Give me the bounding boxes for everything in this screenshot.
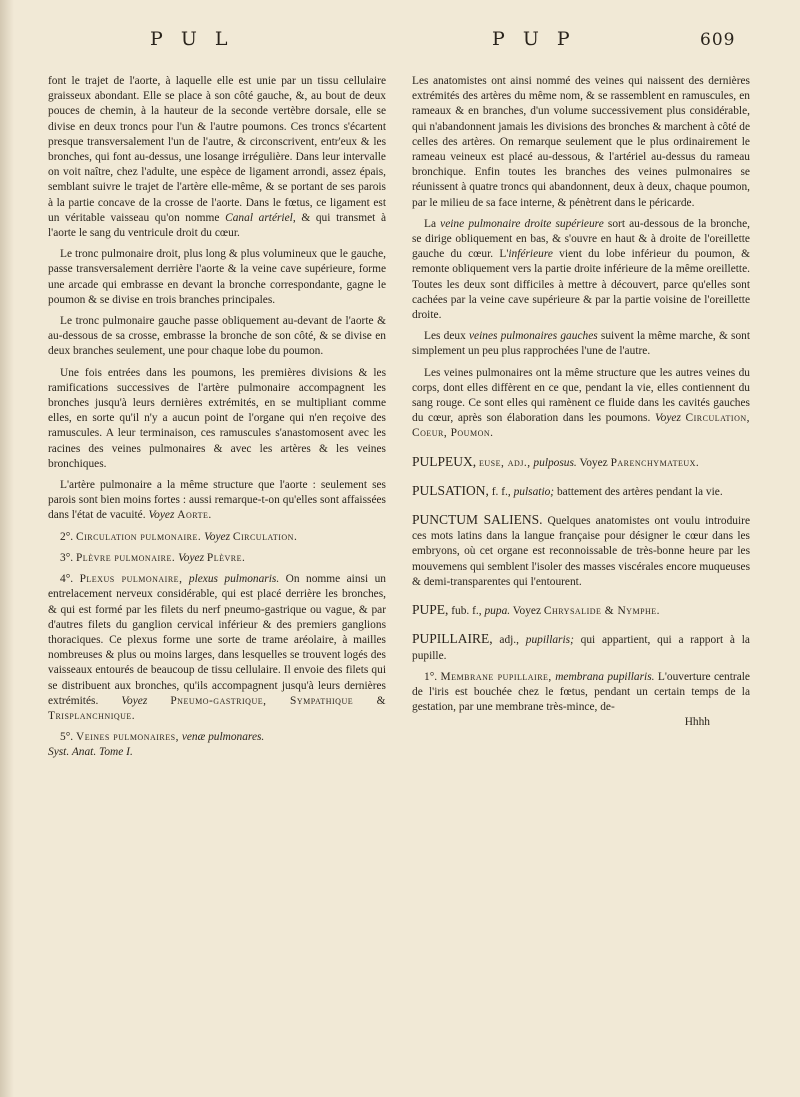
footer-signature: Syst. Anat. Tome I. bbox=[48, 746, 133, 759]
dictionary-entry bbox=[412, 454, 750, 471]
voyez: Voyez bbox=[654, 412, 681, 425]
right-column bbox=[412, 74, 750, 737]
cross-reference: Aorte. bbox=[177, 509, 212, 522]
italic-term: Canal artériel bbox=[225, 211, 293, 224]
item-number: 3°. bbox=[60, 551, 74, 564]
paragraph bbox=[48, 74, 386, 241]
headword: PULPEUX, bbox=[412, 453, 477, 469]
cross-reference: Circulation, Coeur, Poumon. bbox=[412, 412, 750, 440]
dictionary-entry bbox=[412, 483, 750, 500]
page-number: 609 bbox=[700, 30, 736, 50]
item-title: Plèvre pulmonaire. bbox=[75, 551, 176, 564]
paragraph bbox=[412, 74, 750, 211]
latin-term: plexus pulmonaris. bbox=[188, 573, 280, 586]
item-number: 4°. bbox=[60, 573, 74, 586]
signature-mark: Hhhh bbox=[684, 716, 710, 729]
latin-term: pulposus. bbox=[533, 456, 577, 469]
header-left: P U L bbox=[150, 28, 234, 50]
paragraph bbox=[48, 551, 386, 566]
text: , & qui transmet à l'aorte le sang du ventricule droit du cœur. bbox=[48, 211, 387, 240]
headword: PULSATION, bbox=[412, 482, 489, 498]
paragraph bbox=[412, 670, 750, 731]
cross-reference: Chrysalide & Nymphe. bbox=[543, 605, 661, 618]
paragraph bbox=[48, 730, 386, 760]
latin-term: pupa. bbox=[484, 605, 511, 618]
text: Une fois entrées dans les poumons, les premières divisions & les ramifications successives de l'artère pulmonaire accompagnent les bronches jusqu'à leurs dernières extrémités, en se multipliant comme elles, en sorte qu'il n'y a aucun point de l'organe qui n'en reçoive des ramuscules. A leur terminaison, ces ramuscules s'anastomosent avec les racines des veines pulmonaires & avec les artères & les veines bronchiques. bbox=[48, 366, 386, 470]
paragraph bbox=[48, 247, 386, 308]
text: vient du lobe inférieur du poumon, & remonte obliquement vers la partie droite inférieure de la même oreillette. Toutes les deux sont difficiles à mettre à découvert, parce qu'elles sont cachées par la veine cave supérieure & par la partie voisine de l'oreillette droite. bbox=[412, 248, 751, 322]
text: On nomme ainsi un entrelacement nerveux considérable, qui est placé derrière les bronches, & qui est formé par les filets du nerf pneumo-gastrique ou vague, & par d'autres filets du ganglion cervical inférieur & des premiers ganglions thoraciques. Ce plexus forme une sorte de trame aréolaire, à mailles nombreuses & plus ou moins larges, dans lesquelles se trouvent logés des vaisseaux entourés de beaucoup de tissu cellulaire. Il envoie des filets qui se distribuent aux bronches, qu'ils accompagnent jusqu'à leurs dernières extrémités. bbox=[48, 573, 386, 707]
text: Les deux bbox=[424, 330, 466, 343]
latin-term: venæ pulmonares. bbox=[181, 731, 265, 744]
paragraph bbox=[48, 572, 386, 724]
text: qui appartient, qui a rapport à la pupille. bbox=[412, 634, 750, 662]
text: L'ouverture centrale de l'iris est bouchée chez le fœtus, pendant un certain temps de la gestation, par une membrane très-mince, de- bbox=[412, 670, 750, 714]
cross-reference: Parenchymateux. bbox=[610, 456, 700, 469]
voyez: Voyez bbox=[512, 605, 542, 618]
grammar: fub. f., bbox=[451, 605, 482, 618]
text: L' bbox=[499, 248, 509, 261]
italic-term: veine pulmonaire droite supérieure bbox=[440, 217, 604, 230]
text: Les veines pulmonaires ont la même structure que les autres veines du corps, dont elles diffèrent en ce que, pendant la vie, elles contiennent du sang rouge. Ce sont elles qui ramènent ce fluide dans les cavités gauches du cœur, après son élaboration dans les poumons. bbox=[412, 366, 750, 425]
latin-term: pupillaris; bbox=[525, 634, 574, 647]
item-number: 5°. bbox=[60, 731, 74, 744]
headword: PUPE, bbox=[412, 602, 449, 618]
text: font le trajet de l'aorte, à laquelle elle est unie par un tissu cellulaire graisseux abondant. Elle se place à son côté gauche, &, au bout de deux pouces de chemin, à la hauteur de la seconde vertèbre dorsale, elle se divise en deux troncs pour l'un & l'autre poumons. Ces troncs s'écartent presque transversalement l'un de l'autre, & circonscrivent, entr'eux & les bronches, qui font au-dessus, une losange irrégulière. Dans leur intervalle on voit naître, chez l'adulte, une espèce de ligament arrondi, assez épais, semblant suivre le trajet de l'artère elle-même, & se portant de ses parois à la partie concave de la crosse de l'aorte. Dans le fœtus, ce ligament est un véritable vaisseau qu'on nomme bbox=[48, 75, 386, 224]
paragraph bbox=[412, 217, 750, 323]
paragraph bbox=[412, 366, 750, 442]
italic-term: veines pulmonaires gauches bbox=[468, 330, 598, 343]
voyez: Voyez bbox=[204, 530, 230, 543]
voyez: Voyez bbox=[178, 551, 205, 564]
left-column bbox=[48, 74, 386, 767]
paragraph bbox=[48, 314, 386, 360]
latin-term: pulsatio; bbox=[513, 485, 555, 498]
grammar: euse, adj., bbox=[479, 456, 531, 469]
text: Les anatomistes ont ainsi nommé des veines qui naissent des dernières extrémités des artères du même nom, & se rassemblent en ramuscules, en rameaux & en branches, d'un volume successivement plus considérable, qui n'abandonnent jamais les divisions des bronches & marchent à côté de celles des artères. On remarque seulement que le plus ordinairement le rameau veineux est placé au-dessous, & l'artériel au-dessus du rameau bronchique. Enfin toutes les branches des veines pulmonaires se réunissent à quatre troncs qui abandonnent, deux à deux, chaque poumon, par le milieu de sa face interne, & pénètrent dans le péricarde. bbox=[412, 75, 750, 209]
voyez: Voyez bbox=[121, 694, 148, 707]
text: Le tronc pulmonaire droit, plus long & plus volumineux que le gauche, passe transversalement derrière l'aorte & la veine cave supérieure, forme une arcade qui embrasse en devant la bronche correspondante, gagne le poumon & se divise en trois branches principales. bbox=[48, 248, 386, 306]
item-title: Plexus pulmonaire, bbox=[79, 573, 183, 586]
dictionary-entry bbox=[412, 512, 750, 590]
dictionary-entry bbox=[412, 602, 750, 619]
paragraph bbox=[412, 329, 750, 359]
grammar: adj., bbox=[499, 634, 520, 647]
text: battement des artères pendant la vie. bbox=[556, 485, 723, 498]
page-gutter-shadow bbox=[0, 0, 14, 1097]
item-number: 1°. bbox=[424, 670, 438, 683]
item-title: Veines pulmonaires, bbox=[75, 731, 179, 744]
headword: PUNCTUM SALIENS. bbox=[412, 512, 543, 528]
cross-reference: Plèvre. bbox=[206, 551, 246, 564]
paragraph bbox=[48, 530, 386, 545]
item-title: Circulation pulmonaire. bbox=[75, 530, 202, 543]
italic-term: inférieure bbox=[508, 248, 553, 261]
text: sort au-dessous de la bronche, se dirige obliquement en bas, & s'ouvre en haut & à droite de l'oreillette gauche du cœur. bbox=[412, 217, 751, 261]
text: La bbox=[424, 217, 437, 230]
latin-term: membrana pupillaris. bbox=[555, 670, 655, 683]
headword: PUPILLAIRE, bbox=[412, 631, 493, 647]
voyez: Voyez bbox=[148, 509, 175, 522]
dictionary-entry bbox=[412, 631, 750, 663]
text: L'artère pulmonaire a la même structure que l'aorte : seulement ses parois sont bien moins fortes : aussi remarque-t-on qu'elles sont affaissées dans l'état de vacuité. bbox=[48, 479, 386, 522]
cross-reference: Circulation. bbox=[232, 530, 298, 543]
cross-reference: Pneumo-gastrique, Sympathique & Trisplanchnique. bbox=[48, 694, 386, 722]
text: suivent la même marche, & sont simplement un peu plus rapprochées l'une de l'autre. bbox=[412, 330, 751, 358]
header-center: P U P bbox=[492, 28, 576, 50]
text: Quelques anatomistes ont voulu introduire ces mots latins dans la langue française pour désigner le cœur dans les embryons, où cet organe est reconnoissable de très-bonne heure par les mouvemens qui semblent l'isoler des masses viscérales encore muqueuses & demi-transparentes qui l'entourent. bbox=[412, 515, 750, 588]
item-title: Membrane pupillaire, bbox=[440, 670, 552, 683]
paragraph bbox=[48, 366, 386, 472]
grammar: f. f., bbox=[491, 485, 511, 498]
running-header bbox=[0, 28, 800, 68]
voyez: Voyez bbox=[579, 456, 608, 469]
paragraph bbox=[48, 478, 386, 524]
item-number: 2°. bbox=[60, 530, 74, 543]
text: Le tronc pulmonaire gauche passe obliquement au-devant de l'aorte & au-dessous de sa crosse, embrasse la bronche de son côté, & se divise en deux branches seulement, une pour chaque lobe du poumon. bbox=[48, 315, 386, 358]
